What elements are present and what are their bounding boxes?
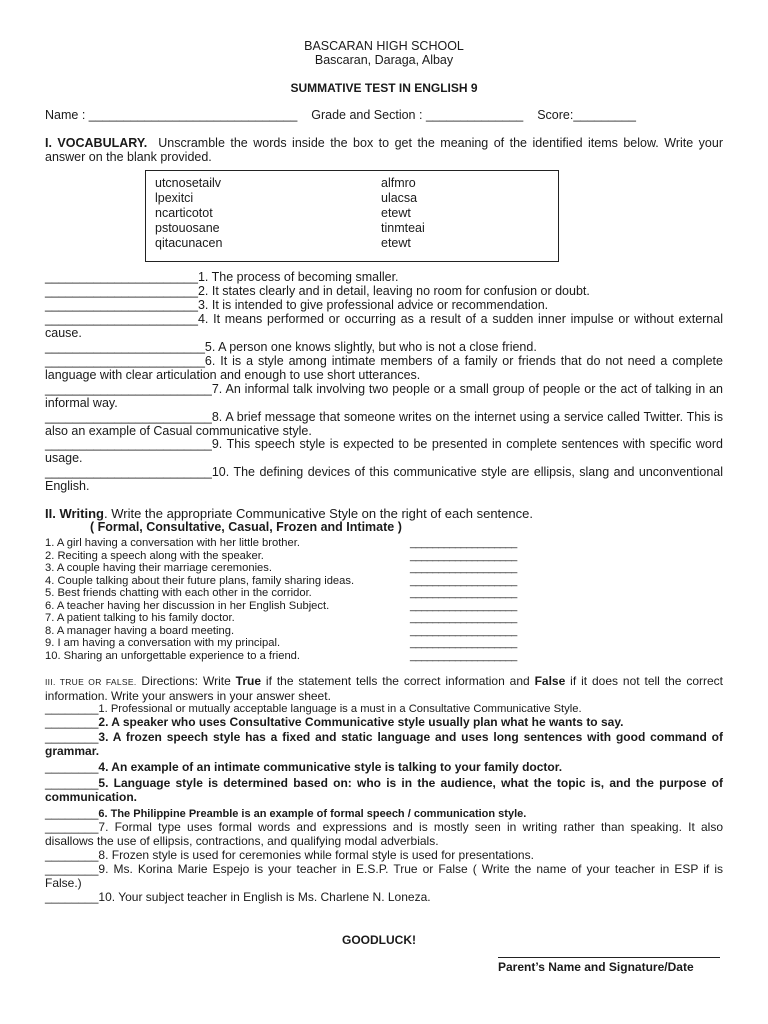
- name-blank: ______________________________: [88, 108, 298, 122]
- vocabulary-item: [45, 382, 723, 410]
- school-address: Bascaran, Daraga, Albay: [314, 53, 454, 67]
- test-title: SUMMATIVE TEST IN ENGLISH 9: [290, 81, 478, 95]
- answer-blank[interactable]: _______________________: [45, 354, 205, 368]
- scrambled-word: utcnosetailv: [155, 176, 222, 190]
- true-false-item: [45, 849, 723, 863]
- directions-text: Directions: Write: [136, 674, 236, 688]
- answer-blank[interactable]: ___________________: [410, 549, 517, 562]
- answer-blank[interactable]: ______________________: [45, 312, 198, 326]
- scrambled-column-left: [155, 176, 222, 251]
- keyword-true: True: [235, 674, 262, 688]
- scrambled-words-box: [145, 170, 559, 262]
- score-blank: _________: [573, 108, 636, 122]
- answer-blank[interactable]: ________: [45, 806, 99, 820]
- answer-blank[interactable]: ______________________: [45, 298, 198, 312]
- answer-blank[interactable]: ________: [45, 730, 99, 744]
- item-text: 1. The process of becoming smaller.: [197, 270, 399, 284]
- item-text: 10. The defining devices of this communicative style are ellipsis, slang and unconventional English.: [45, 465, 723, 493]
- true-false-heading: III. TRUE OR FALSE.: [45, 677, 137, 687]
- item-text: 5. Language style is determined based on: who is in the audience, what the topic is, and the purpose of communication.: [45, 776, 723, 804]
- answer-blank[interactable]: ________________________: [45, 410, 212, 424]
- item-text: 9. This speech style is expected to be presented in complete sentences with specific word usage.: [45, 437, 723, 465]
- true-false-item: [45, 891, 723, 905]
- true-false-item: [45, 821, 723, 849]
- scrambled-word: alfmro: [381, 176, 416, 190]
- grade-blank: ______________: [425, 108, 524, 122]
- vocabulary-item: [45, 340, 723, 354]
- answer-blank[interactable]: ________: [45, 760, 99, 774]
- answer-blank[interactable]: ________: [45, 701, 99, 715]
- signature-line[interactable]: [498, 957, 720, 958]
- answer-blank[interactable]: ________: [45, 890, 99, 904]
- answer-blank[interactable]: ___________________: [410, 612, 517, 624]
- writing-item: 2. Reciting a speech along with the speaker.: [45, 549, 264, 562]
- vocabulary-item: [45, 284, 723, 298]
- writing-heading: II. Writing: [45, 506, 104, 521]
- answer-blank[interactable]: ________: [45, 820, 99, 834]
- item-text: 10. Your subject teacher in English is Ms. Charlene N. Loneza.: [98, 890, 431, 904]
- item-text: 8. Frozen style is used for ceremonies while formal style is used for presentations.: [98, 848, 534, 862]
- answer-blank[interactable]: ___________________: [410, 599, 517, 612]
- answer-blank[interactable]: ________: [45, 848, 99, 862]
- answer-blank[interactable]: ________________________: [45, 465, 212, 479]
- vocabulary-item: [45, 437, 723, 465]
- student-info-row: [45, 108, 723, 122]
- writing-item: 6. A teacher having her discussion in her English Subject.: [45, 599, 330, 612]
- item-text: 5. A person one knows slightly, but who is not a close friend.: [204, 340, 537, 354]
- true-false-instructions: [45, 675, 723, 704]
- answer-blank[interactable]: ________: [45, 862, 99, 876]
- vocabulary-item: [45, 465, 723, 493]
- scrambled-column-right: [381, 176, 425, 251]
- score-label: Score:: [537, 108, 574, 122]
- scrambled-word: etewt: [381, 206, 411, 220]
- true-false-item: [45, 863, 723, 891]
- item-text: 7. Formal type uses formal words and expressions and is mostly seen in writing rather than speaking. It also disallows the use of ellipsis, contractions, and qualifying modal adverbials.: [45, 820, 723, 848]
- answer-blank[interactable]: ___________________: [410, 624, 517, 637]
- true-false-item: [45, 761, 723, 775]
- writing-item: 4. Couple talking about their future plans, family sharing ideas.: [45, 574, 355, 587]
- answer-blank[interactable]: ________________________: [45, 437, 212, 451]
- item-text: 6. The Philippine Preamble is an example of formal speech / communication style.: [98, 808, 527, 820]
- style-choices: ( Formal, Consultative, Casual, Frozen and Intimate ): [90, 520, 402, 534]
- directions-text: if it does not tell the correct information. Write your answers in your answer sheet.: [45, 674, 723, 703]
- writing-item: 7. A patient talking to his family doctor.: [45, 612, 235, 624]
- vocabulary-item: [45, 410, 723, 438]
- item-text: 4. It means performed or occurring as a result of a sudden inner impulse or without external cause.: [45, 312, 723, 340]
- writing-directions: . Write the appropriate Communicative Style on the right of each sentence.: [103, 506, 533, 521]
- name-label: Name :: [45, 108, 86, 122]
- answer-blank[interactable]: ___________________: [410, 637, 517, 649]
- directions-text: if the statement tells the correct information and: [261, 674, 535, 688]
- goodluck-text: GOODLUCK!: [342, 933, 416, 947]
- school-name: BASCARAN HIGH SCHOOL: [304, 39, 464, 53]
- writing-item: 3. A couple having their marriage ceremonies.: [45, 562, 272, 574]
- writing-instructions: [45, 506, 533, 521]
- answer-blank[interactable]: ___________________: [410, 574, 517, 587]
- item-text: 3. A frozen speech style has a fixed and static language and uses long sentences with good command of grammar.: [45, 730, 723, 758]
- item-text: 2. A speaker who uses Consultative Communicative style usually plan what he wants to say.: [98, 715, 624, 729]
- scrambled-word: lpexitci: [155, 191, 194, 205]
- answer-blank[interactable]: ________: [45, 776, 99, 790]
- vocabulary-item: [45, 270, 723, 284]
- item-text: 3. It is intended to give professional advice or recommendation.: [197, 298, 549, 312]
- vocabulary-directions: Unscramble the words inside the box to get the meaning of the identified items below. Write your answer on the blank provided.: [45, 136, 723, 164]
- item-text: 9. Ms. Korina Marie Espejo is your teacher in E.S.P. True or False ( Write the name of your teacher in ESP if is False.): [45, 862, 723, 890]
- item-text: 1. Professional or mutually acceptable language is a must in a Consultative Communicative Style.: [98, 703, 582, 715]
- vocabulary-item: [45, 354, 723, 382]
- item-text: 6. It is a style among intimate members of a family or friends that do not need a complete language with clear articulation and enough to use short utterances.: [45, 354, 723, 382]
- scrambled-word: qitacunacen: [155, 236, 223, 250]
- item-text: 4. An example of an intimate communicative style is talking to your family doctor.: [98, 760, 563, 774]
- scrambled-word: pstouosane: [155, 221, 220, 235]
- writing-item: 9. I am having a conversation with my principal.: [45, 637, 281, 649]
- true-false-item: [45, 716, 723, 730]
- item-text: 2. It states clearly and in detail, leaving no room for confusion or doubt.: [197, 284, 590, 298]
- answer-blank[interactable]: ______________________: [45, 284, 198, 298]
- answer-blank[interactable]: ________: [45, 715, 99, 729]
- vocabulary-heading: I. VOCABULARY.: [45, 136, 148, 150]
- vocabulary-instructions: [45, 136, 723, 164]
- true-false-item: [45, 731, 723, 759]
- item-text: 7. An informal talk involving two people or a small group of people or the act of talking in an informal way.: [45, 382, 723, 410]
- true-false-item: [45, 777, 723, 805]
- answer-blank[interactable]: ___________________: [410, 649, 517, 662]
- writing-item: 10. Sharing an unforgettable experience to a friend.: [45, 649, 301, 662]
- writing-item: 5. Best friends chatting with each other in the corridor.: [45, 587, 312, 599]
- scrambled-word: etewt: [381, 236, 411, 250]
- answer-blank[interactable]: ___________________: [410, 562, 517, 574]
- vocabulary-item: [45, 298, 723, 312]
- scrambled-word: ulacsa: [381, 191, 418, 205]
- grade-label: Grade and Section :: [311, 108, 423, 122]
- item-text: 8. A brief message that someone writes on the internet using a service called Twitter. This is also an example of Casual communicative style.: [45, 410, 723, 438]
- keyword-false: False: [534, 674, 566, 688]
- answer-blank[interactable]: ___________________: [410, 537, 517, 549]
- answer-blank[interactable]: _______________________: [45, 340, 205, 354]
- writing-item: 8. A manager having a board meeting.: [45, 624, 235, 637]
- vocabulary-item: [45, 312, 723, 340]
- scrambled-word: ncarticotot: [155, 206, 213, 220]
- answer-blank[interactable]: ______________________: [45, 270, 198, 284]
- writing-item: 1. A girl having a conversation with her little brother.: [45, 537, 300, 549]
- signature-label: Parent’s Name and Signature/Date: [498, 960, 694, 974]
- scrambled-word: tinmteai: [381, 221, 425, 235]
- answer-blank[interactable]: ________________________: [45, 382, 212, 396]
- answer-blank[interactable]: ___________________: [410, 587, 517, 599]
